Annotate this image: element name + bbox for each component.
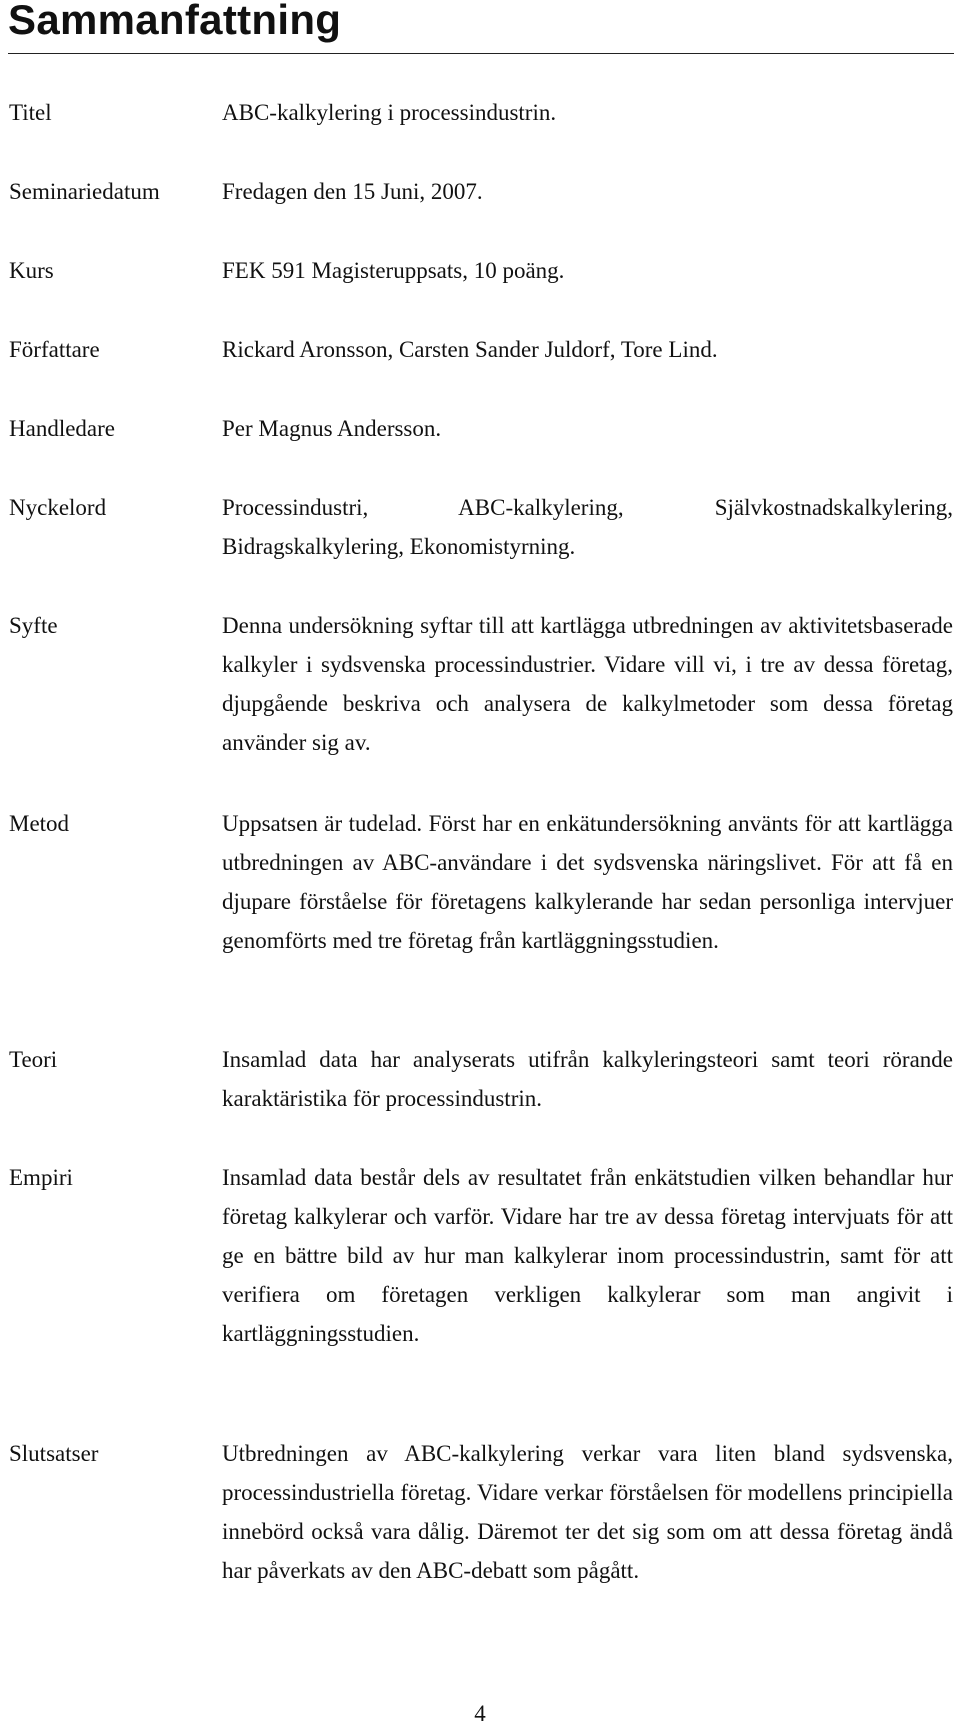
summary-label: Författare	[9, 337, 100, 362]
summary-label: Titel	[9, 100, 52, 125]
summary-value: ABC-kalkylering i processindustrin.	[222, 100, 557, 125]
summary-value: Processindustri, ABC-kalkylering, Självkostnadskalkylering, Bidragskalkylering, Ekonomistyrning.	[222, 495, 953, 559]
summary-label: Teori	[9, 1047, 58, 1072]
summary-label: Slutsatser	[9, 1441, 99, 1466]
summary-value: Fredagen den 15 Juni, 2007.	[222, 179, 483, 204]
page-number: 4	[474, 1701, 486, 1726]
summary-label: Empiri	[9, 1165, 73, 1190]
page-heading: Sammanfattning	[8, 0, 342, 43]
summary-value: Insamlad data består dels av resultatet från enkätstudien vilken behandlar hur företag kalkylerar och varför. Vidare har tre av dessa företag intervjuats för att ge en bättre bild av hur man kalkylerar inom processindustrin, samt för att verifiera om företagen verkligen kalkylerar som man angivit i kartläggningsstudien.	[222, 1165, 953, 1346]
summary-value: Per Magnus Andersson.	[222, 416, 442, 441]
summary-label: Kurs	[9, 258, 54, 283]
summary-value: Rickard Aronsson, Carsten Sander Juldorf, Tore Lind.	[222, 337, 718, 362]
summary-value: Denna undersökning syftar till att kartlägga utbredningen av aktivitetsbaserade kalkyler i sydsvenska processindustrier. Vidare vill vi, i tre av dessa företag, djupgående beskriva och analysera de kalkylmetoder som dessa företag använder sig av.	[222, 613, 953, 755]
summary-label: Syfte	[9, 613, 58, 638]
summary-value: Utbredningen av ABC-kalkylering verkar vara liten bland sydsvenska, processindustriella företag. Vidare verkar förståelsen för modellens principiella innebörd också vara dålig. Däremot ter det sig som om att dessa företag ändå har påverkats av den ABC-debatt som pågått.	[222, 1441, 953, 1583]
summary-value: Uppsatsen är tudelad. Först har en enkätundersökning använts för att kartlägga utbredningen av ABC-användare i det sydsvenska näringslivet. För att få en djupare förståelse för företagens kalkylerande har sedan personliga intervjuer genomförts med tre företag från kartläggningsstudien.	[222, 811, 953, 953]
summary-label: Seminariedatum	[9, 179, 160, 204]
summary-value: FEK 591 Magisteruppsats, 10 poäng.	[222, 258, 565, 283]
summary-label: Handledare	[9, 416, 115, 441]
summary-label: Metod	[9, 811, 70, 836]
summary-value: Insamlad data har analyserats utifrån kalkyleringsteori samt teori rörande karaktäristika för processindustrin.	[222, 1047, 953, 1111]
summary-label: Nyckelord	[9, 495, 107, 520]
